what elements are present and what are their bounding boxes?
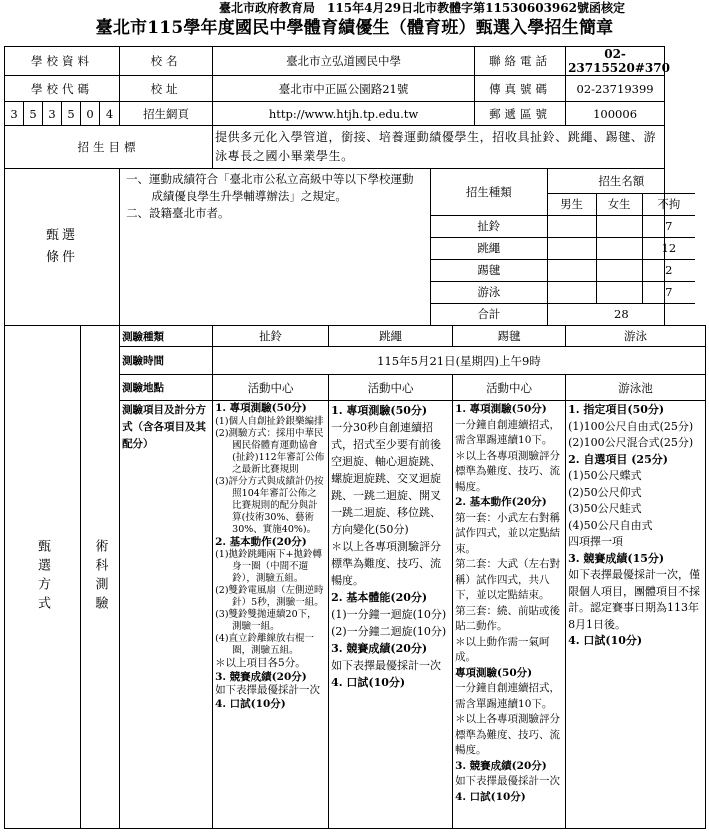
info-row-2 [5,76,706,102]
list-item: (3)50公尺蛙式 [568,502,642,515]
condition-item: 一、運動成績符合「臺北市公私立高級中等以下學校運動成績優良學生升學輔導辦法」之規定。 [126,172,414,203]
section-heading: 2. 自選項目 (25分) [568,452,668,466]
quota-sport: 踢毽 [431,259,547,281]
list-item: (2)測驗方式：採用中華民國民俗體育運動協會(扯鈴)112年審訂公佈之最新比賽規則 [215,427,325,475]
conditions-row [5,169,706,326]
list-item: (1)100公尺自由式(25分) [568,419,694,433]
list-item: 第三套：繞、前貼或後貼二動作。 [455,604,561,632]
quota-male [547,215,596,237]
sport-swimming: 游泳 [566,326,706,347]
doc-number: 115年4月29日北市教體字第11530603962號函核定 [327,1,625,15]
note: ＊以上項目各5分。 [215,657,306,669]
conditions-text [120,169,431,326]
section-heading: 3. 競賽成績(20分) [331,642,428,655]
quota-any: 2 [642,259,695,281]
quota-sport: 游泳 [431,281,547,303]
condition-item: 二、設籍臺北市者。 [126,206,230,220]
list-item: 一分鐘自創連續招式，需含單踢連續10下。 [455,418,561,446]
scoring-swimming [566,401,706,829]
page-title: 臺北市115學年度國民中學體育績優生（體育班）甄選入學招生簡章 [95,18,614,38]
zip-label: 郵遞區號 [475,102,566,126]
list-item: (2)50公尺仰式 [568,485,642,499]
info-row-1 [5,47,706,76]
school-name: 臺北市立弘道國民中學 [213,47,475,76]
list-item: 第一套：小武左右對稱試作四式，並以定點結束。 [455,511,561,555]
quota-cell [431,169,681,326]
scoring-diabolo [213,401,329,829]
section-heading: 1. 專項測驗(50分) [455,403,547,415]
section-heading: 4. 口試(10分) [215,697,286,710]
school-code-label: 學校代碼 [5,76,120,102]
male-header: 男生 [547,193,596,215]
list-item: (2)一分鐘二迴旋(10分) [331,625,447,638]
address-value: 臺北市中正區公園路21號 [213,76,475,102]
place-shuttlecock: 活動中心 [453,375,566,401]
goal-text: 提供多元化入學管道，銜接、培養運動績優學生，招收具扯鈴、跳繩、踢毽、游泳專長之國小畢業學生。 [213,126,665,169]
place-swimming: 游泳池 [566,375,706,401]
section-heading: 1. 專項測驗(50分) [331,404,428,417]
scoring-rope [329,401,453,829]
section-heading: 3. 競賽成績(20分) [215,670,307,683]
quota-sport: 扯鈴 [431,215,547,237]
scoring-shuttlecock [453,401,566,829]
female-header: 女生 [596,193,642,215]
place-label: 測驗地點 [120,375,213,401]
code-digit: 0 [81,102,100,126]
fax-label: 傳真號碼 [475,76,566,102]
list-item: 第二套：大武（左右對稱）試作四式，共八下，並以定點結束。 [455,558,561,601]
website-link[interactable]: http://www.htjh.tp.edu.tw [213,102,475,126]
total-label: 合計 [431,303,547,325]
tech-label: 術科測驗 [81,326,120,829]
phone-value: 02-23715520#370 [566,47,665,76]
school-data-label: 學校資料 [5,47,120,76]
section-heading: 3. 競賽成績(20分) [455,759,547,772]
list-item: (1)一分鐘一迴旋(10分) [331,608,447,621]
quota-female [596,281,642,303]
section-heading: 1. 專項測驗(50分) [215,402,307,414]
info-row-3 [5,102,706,126]
sport-shuttlecock: 踢毽 [453,326,566,347]
admission-table [4,46,706,829]
list-item: ＊以上各專項測驗評分標準為難度、技巧、流暢度。 [331,540,442,587]
section-heading: 專項測驗(50分) [455,666,533,679]
goal-label: 招生目標 [5,126,213,169]
list-item: 一分鐘自創連續招式，需含單踢連續10下。 [455,682,561,710]
list-item: (4)50公尺自由式 [568,518,653,532]
goal-row [5,126,706,169]
list-item: (2)雙鈴電風扇（左側逆時針）5秒，測驗一組。 [215,585,324,608]
phone-label: 聯絡電話 [475,47,566,76]
type-header: 招生種類 [431,169,547,215]
code-digit: 5 [62,102,81,126]
quota-any: 12 [642,237,695,259]
section-heading: 2. 基本動作(20分) [455,496,547,508]
agency-name: 臺北市政府教育局 [219,1,316,15]
section-heading: 4. 口試(10分) [331,676,406,689]
sport-row [5,326,706,347]
quota-male [547,259,596,281]
quota-female [596,237,642,259]
list-item: (4)直立鈴離線放右棍一圈，測驗五組。 [215,633,315,656]
note: 如下表擇最優採計一次 [215,684,321,696]
item-label: 測驗種類 [120,326,213,347]
list-item: (1)50公尺蝶式 [568,469,642,482]
quota-female [596,215,642,237]
quota-male [547,281,596,303]
section-heading: 4. 口試(10分) [568,634,643,647]
list-item: ＊以上各專項測驗評分標準為難度、技巧、流暢度。 [455,449,561,493]
section-heading: 3. 競賽成績(15分) [568,551,665,565]
list-item: 一分30秒自創連續招式，招式至少要有前後空迴旋、軸心迴旋跳、螺旋迴旋跳、交叉迴旋跳、一跳二迴旋、開叉一跳二迴旋、移位跳、方向變化(50分) [331,421,442,536]
fax-value: 02-23719399 [566,76,665,102]
place-rope: 活動中心 [329,375,453,401]
any-header: 不拘 [642,193,695,215]
quota-female [596,259,642,281]
time-label: 測驗時間 [120,347,213,375]
document-header [0,0,709,16]
list-item: (3)雙鈴雙拋連續20下，測驗一組。 [215,609,317,632]
address-label: 校址 [120,76,213,102]
note: 四項擇一項 [568,535,624,548]
list-item: (2)100公尺混合式(25分) [568,436,694,449]
place-diabolo: 活動中心 [213,375,329,401]
scoring-label: 測驗項目及計分方式（含各項目及其配分） [120,401,213,829]
list-item: (3)評分方式與成績計仍按照104年審訂公佈之比賽規則的配分與計算(技術30%、藝術30%、實施40%)。 [215,475,324,535]
code-digit: 5 [24,102,43,126]
sport-diabolo: 扯鈴 [213,326,329,347]
conditions-label: 甄選條件 [5,169,120,326]
note: 如下表擇最優採計一次，僅限個人項目，團體項目不採計。認定賽事日期為113年8月1日後。 [568,568,701,631]
quota-header: 招生名額 [547,169,695,193]
section-heading: 2. 基本動作(20分) [215,535,307,548]
sport-rope: 跳繩 [329,326,453,347]
code-digit: 3 [5,102,24,126]
list-item: ＊以上動作需一氣呵成。 [455,635,550,663]
section-heading: 2. 基本體能(20分) [331,591,428,604]
school-name-label: 校名 [120,47,213,76]
method-label: 甄選方式 [5,326,81,829]
total-value: 28 [547,303,695,325]
list-item: (1)拋鈴跳繩兩下+拋鈴轉身一圈（中間不遛鈴），測驗五組。 [215,549,322,584]
quota-any: 7 [642,215,695,237]
note: 如下表擇最優採計一次 [455,775,561,787]
quota-table [431,169,695,325]
code-digit: 3 [43,102,62,126]
section-heading: 4. 口試(10分) [455,790,526,803]
note: 如下表擇最優採計一次 [331,659,442,672]
website-label: 招生網頁 [120,102,213,126]
quota-male [547,237,596,259]
section-heading: 1. 指定項目(50分) [568,403,665,416]
list-item: ＊以上各專項測驗評分標準為難度、技巧、流暢度。 [455,713,561,756]
test-time: 115年5月21日(星期四)上午9時 [213,347,706,375]
quota-any: 7 [642,281,695,303]
quota-sport: 跳繩 [431,237,547,259]
zip-value: 100006 [566,102,665,126]
code-digit: 4 [100,102,120,126]
list-item: (1)個人自創扯鈴銀樂編排 [215,415,324,427]
